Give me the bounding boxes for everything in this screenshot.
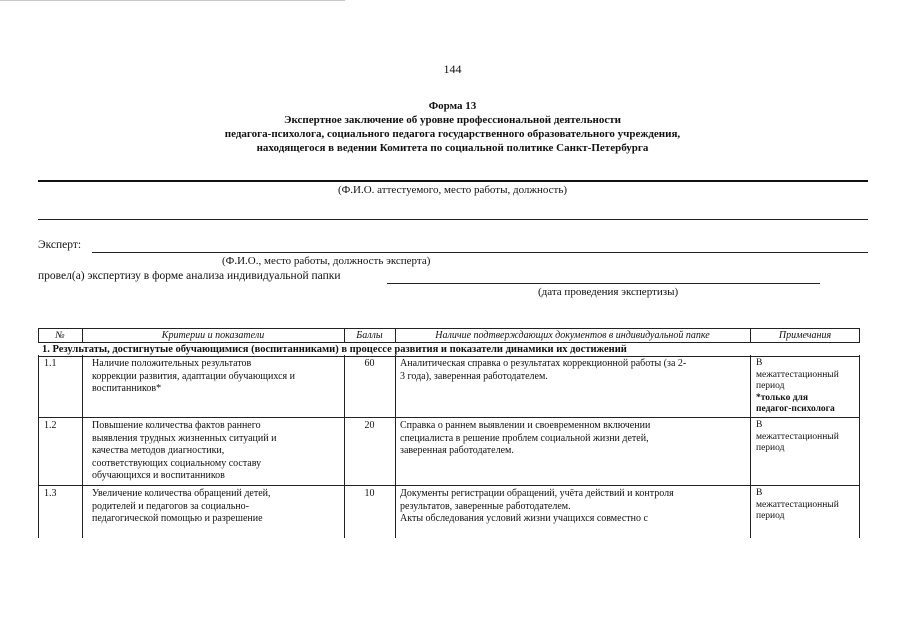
title-line-2: педагога-психолога, социального педагога государственного образовательного учреждения, (224, 128, 681, 140)
criteria-table (38, 328, 860, 538)
notes-line: период (756, 443, 785, 453)
criteria-line: выявления трудных жизненных ситуаций и (92, 432, 277, 444)
expert-caption: (Ф.И.О., место работы, должность эксперта) (222, 255, 431, 267)
col-divider (82, 328, 83, 538)
row-criteria (92, 358, 342, 396)
col-divider (395, 328, 396, 538)
row-score: 10 (364, 488, 375, 499)
criteria-line: воспитанников* (92, 383, 162, 394)
title-line-3: находящегося в ведении Комитета по социальной политике Санкт-Петербурга (256, 142, 649, 154)
notes-bold-line: педагог-психолога (756, 404, 835, 414)
page-number: 144 (443, 62, 462, 76)
header-score: Баллы (356, 330, 383, 341)
criteria-line: соответствующих социальному составу (92, 457, 262, 469)
section-heading: 1. Результаты, достигнутые обучающимися (воспитанниками) в процессе развития и показатели динамики их достижений (42, 344, 627, 355)
row-notes (756, 420, 860, 455)
row-documents (400, 420, 748, 458)
criteria-line: родителей и педагогов за социально- (92, 500, 249, 512)
attestee-caption: (Ф.И.О. аттестуемого, место работы, должность) (337, 184, 568, 196)
header-number: № (55, 330, 65, 341)
title-line-1: Экспертное заключение об уровне профессиональной деятельности (284, 114, 621, 126)
criteria-line: педагогической помощью и разрешение (92, 513, 263, 524)
documents-line: заверенная работодателем. (400, 445, 514, 456)
header-criteria: Критерии и показатели (161, 330, 265, 341)
form-title: Форма 13 (428, 100, 477, 112)
documents-line: специалиста в решение проблем социальной жизни детей, (400, 432, 649, 444)
row-score: 60 (364, 358, 375, 369)
criteria-line: обучающихся и воспитанников (92, 470, 225, 481)
criteria-line: качества методов диагностики, (92, 445, 225, 456)
row-divider (38, 417, 860, 418)
scan-top-edge (0, 0, 345, 1)
row-notes (756, 358, 860, 416)
header-notes: Примечания (778, 330, 832, 341)
row-number: 1.2 (44, 420, 57, 431)
notes-line: период (756, 511, 785, 521)
criteria-line: коррекции развития, адаптации обучающихся и (92, 370, 295, 382)
row-number: 1.3 (44, 488, 57, 499)
header-documents: Наличие подтверждающих документов в индивидуальной папке (435, 330, 710, 341)
row-divider (38, 485, 860, 486)
notes-line: В (756, 358, 763, 368)
notes-bold-line: *только для (756, 392, 809, 403)
notes-line: период (756, 381, 785, 391)
criteria-line: Наличие положительных результатов (92, 358, 252, 369)
notes-line: В (756, 420, 763, 430)
notes-line: межаттестационный (756, 431, 839, 442)
documents-line: Акты обследования условий жизни учащихся совместно с (400, 513, 648, 524)
document-heading (0, 99, 905, 155)
date-fill-line (387, 283, 820, 284)
row-notes (756, 488, 860, 523)
row-score: 20 (364, 420, 375, 431)
expert-fill-line (92, 252, 868, 253)
conducted-label: провел(а) экспертизу в форме анализа индивидуальной папки (38, 270, 341, 282)
row-documents (400, 358, 748, 383)
criteria-line: Увеличение количества обращений детей, (92, 488, 271, 499)
criteria-line: Повышение количества фактов раннего (92, 420, 261, 431)
notes-line: В (756, 488, 763, 498)
documents-line: Справка о раннем выявлении и своевременном включении (400, 420, 651, 431)
documents-line: Документы регистрации обращений, учёта действий и контроля (400, 488, 674, 499)
row-criteria (92, 420, 342, 483)
row-criteria (92, 488, 342, 526)
row-documents (400, 488, 748, 526)
notes-line: межаттестационный (756, 499, 839, 510)
documents-line: Аналитическая справка о результатах коррекционной работы (за 2- (400, 358, 687, 369)
expert-label: Эксперт: (38, 239, 82, 251)
blank-fill-line (38, 219, 868, 220)
notes-line: межаттестационный (756, 369, 839, 380)
date-caption: (дата проведения экспертизы) (538, 286, 679, 298)
documents-line: 3 года), заверенная работодателем. (400, 370, 548, 382)
documents-line: результатов, заверенные работодателем. (400, 500, 571, 512)
col-divider (750, 328, 751, 538)
row-number: 1.1 (44, 358, 57, 369)
attestee-fill-line (38, 180, 868, 182)
